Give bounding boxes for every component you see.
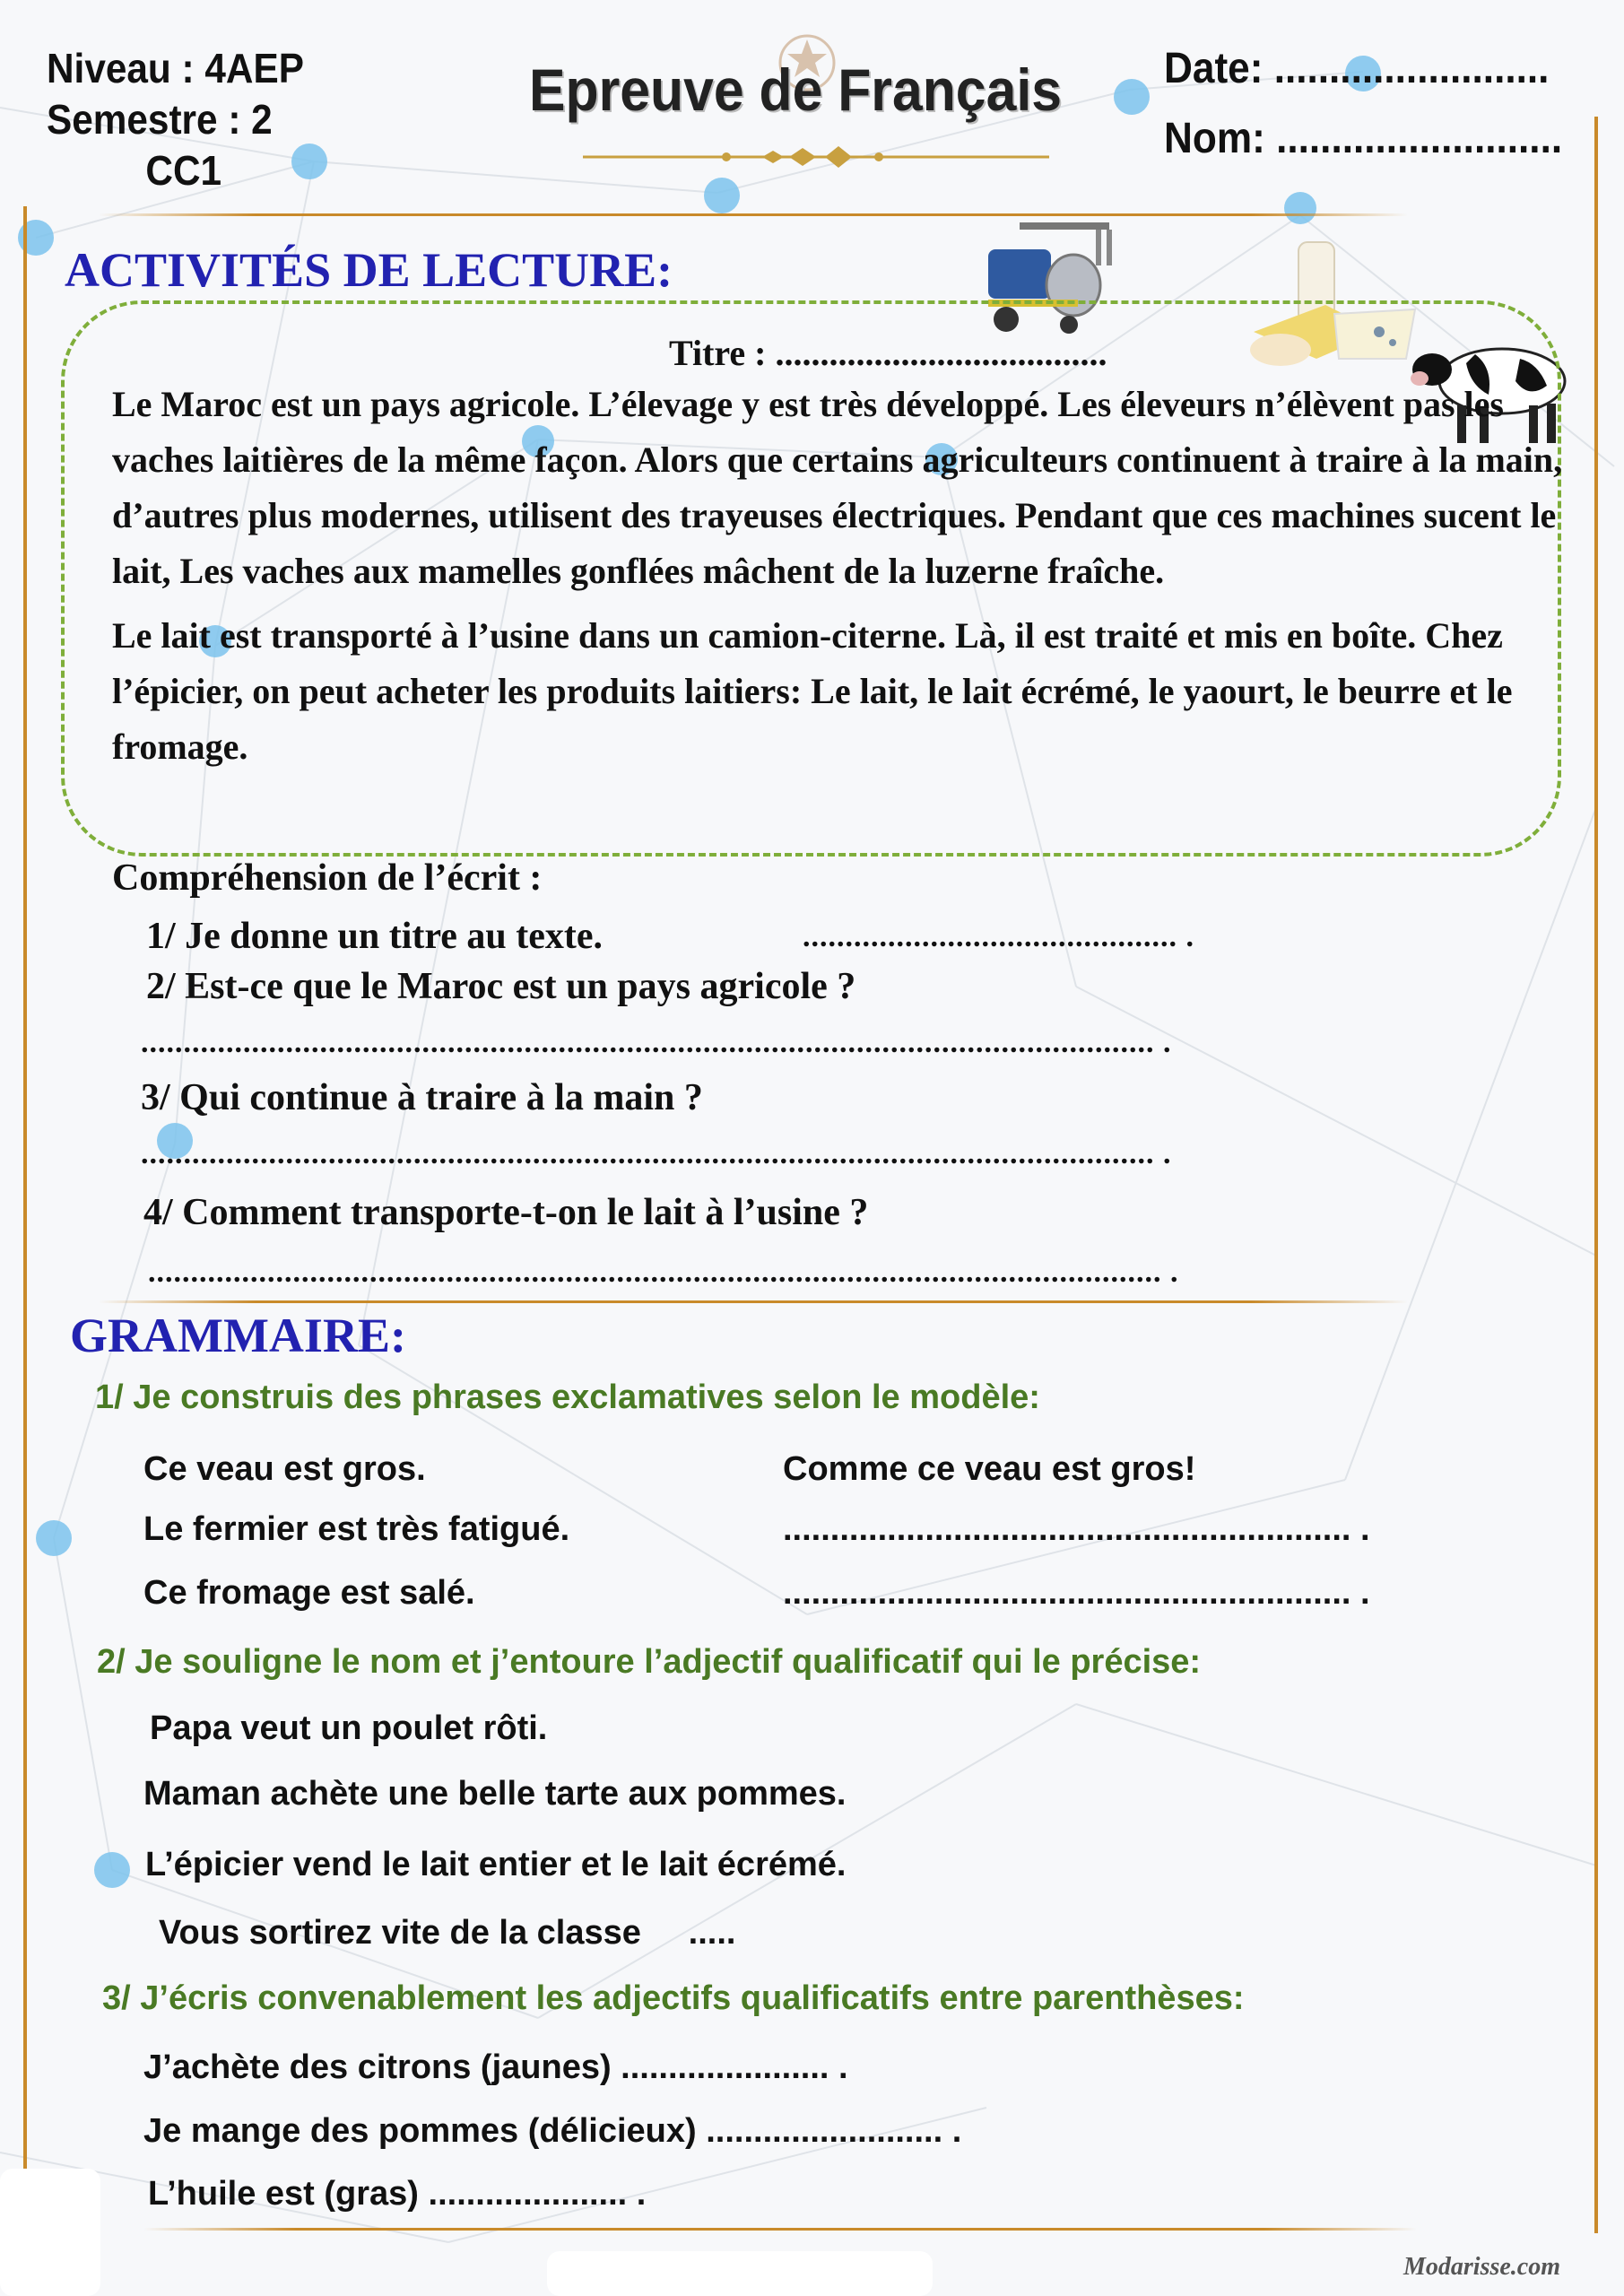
section-divider bbox=[99, 1300, 1408, 1303]
ex3-sentence[interactable]: J’achète des citrons (jaunes) ...................... . bbox=[143, 2048, 848, 2086]
answer-field-3[interactable]: ....................................................................................................................... . bbox=[141, 1137, 1172, 1170]
cc-label: CC1 bbox=[145, 147, 222, 194]
exercise-1-instruction: 1/ Je construis des phrases exclamatives selon le modèle: bbox=[95, 1378, 1040, 1416]
right-border bbox=[1594, 117, 1598, 2233]
watermark: Modarisse.com bbox=[1403, 2253, 1560, 2281]
header-info bbox=[47, 43, 304, 196]
reading-section-title: ACTIVITÉS DE LECTURE: bbox=[65, 243, 673, 297]
ex1-answer-field[interactable]: ............................................................ . bbox=[783, 1510, 1370, 1548]
ex2-sentence[interactable]: Papa veut un poulet rôti. bbox=[150, 1709, 548, 1747]
ex2-sentence[interactable]: Vous sortirez vite de la classe ..... bbox=[159, 1914, 736, 1952]
blank-patch bbox=[0, 2169, 100, 2296]
title-ornament-icon bbox=[583, 144, 1049, 170]
reading-paragraph: Le lait est transporté à l’usine dans un camion-citerne. Là, il est traité et mis en boîte. Chez l’épicier, on peut acheter les produits laitiers: Le lait, le lait écrémé, le yaourt, le beurre et le fromage. bbox=[112, 615, 1513, 767]
exercise-2-instruction: 2/ Je souligne le nom et j’entoure l’adjectif qualificatif qui le précise: bbox=[97, 1643, 1202, 1681]
ex1-sentence: Ce fromage est salé. bbox=[143, 1574, 475, 1612]
student-fields bbox=[1164, 34, 1562, 174]
reading-paragraph: Le Maroc est un pays agricole. L’élevage y est très développé. Les éleveurs n’élèvent pas les vaches laitières de la même façon. Alors que certains agriculteurs continuent à traire à la main, d’autres plus modernes, utilisent des trayeuses électriques. Pendant que ces machines sucent le lait, Les vaches aux mamelles gonflées mâchent de la luzerne fraîche. bbox=[112, 384, 1563, 591]
answer-field-1[interactable]: ............................................ . bbox=[803, 920, 1194, 953]
reading-passage bbox=[112, 377, 1565, 784]
ex1-sentence: Ce veau est gros. bbox=[143, 1450, 426, 1488]
page-title: Epreuve de Français bbox=[529, 57, 1062, 123]
footer-divider bbox=[143, 2228, 1417, 2231]
exercise-3-instruction: 3/ J’écris convenablement les adjectifs qualificatifs entre parenthèses: bbox=[102, 1979, 1245, 2017]
blank-patch bbox=[547, 2251, 933, 2296]
ex2-sentence[interactable]: Maman achète une belle tarte aux pommes. bbox=[143, 1775, 847, 1813]
grammar-section-title: GRAMMAIRE: bbox=[70, 1309, 406, 1362]
ex1-model-answer: Comme ce veau est gros! bbox=[783, 1450, 1196, 1488]
question-2: 2/ Est-ce que le Maroc est un pays agricole ? bbox=[146, 966, 856, 1007]
ex3-sentence[interactable]: L’huile est (gras) ..................... . bbox=[148, 2175, 647, 2213]
ex2-sentence[interactable]: L’épicier vend le lait entier et le lait écrémé. bbox=[145, 1846, 847, 1883]
name-field[interactable]: Nom: .......................... bbox=[1164, 115, 1563, 162]
question-1: 1/ Je donne un titre au texte. bbox=[146, 916, 604, 957]
ex1-sentence: Le fermier est très fatigué. bbox=[143, 1510, 570, 1548]
left-border bbox=[23, 206, 27, 2233]
titre-field[interactable]: Titre : ..................................... bbox=[669, 333, 1107, 373]
date-field[interactable]: Date: ......................... bbox=[1164, 45, 1550, 92]
ex1-answer-field[interactable]: ............................................................ . bbox=[783, 1574, 1370, 1612]
answer-field-2[interactable]: ....................................................................................................................... . bbox=[141, 1026, 1172, 1059]
question-4: 4/ Comment transporte-t-on le lait à l’usine ? bbox=[143, 1192, 869, 1233]
comprehension-title: Compréhension de l’écrit : bbox=[112, 857, 543, 899]
header-divider bbox=[99, 213, 1408, 216]
semestre-label: Semestre : 2 bbox=[47, 96, 273, 143]
answer-field-4[interactable]: ....................................................................................................................... . bbox=[148, 1256, 1179, 1289]
ex3-sentence[interactable]: Je mange des pommes (délicieux) ......................... . bbox=[143, 2112, 962, 2150]
question-3: 3/ Qui continue à traire à la main ? bbox=[141, 1077, 703, 1118]
niveau-label: Niveau : 4AEP bbox=[47, 45, 304, 91]
